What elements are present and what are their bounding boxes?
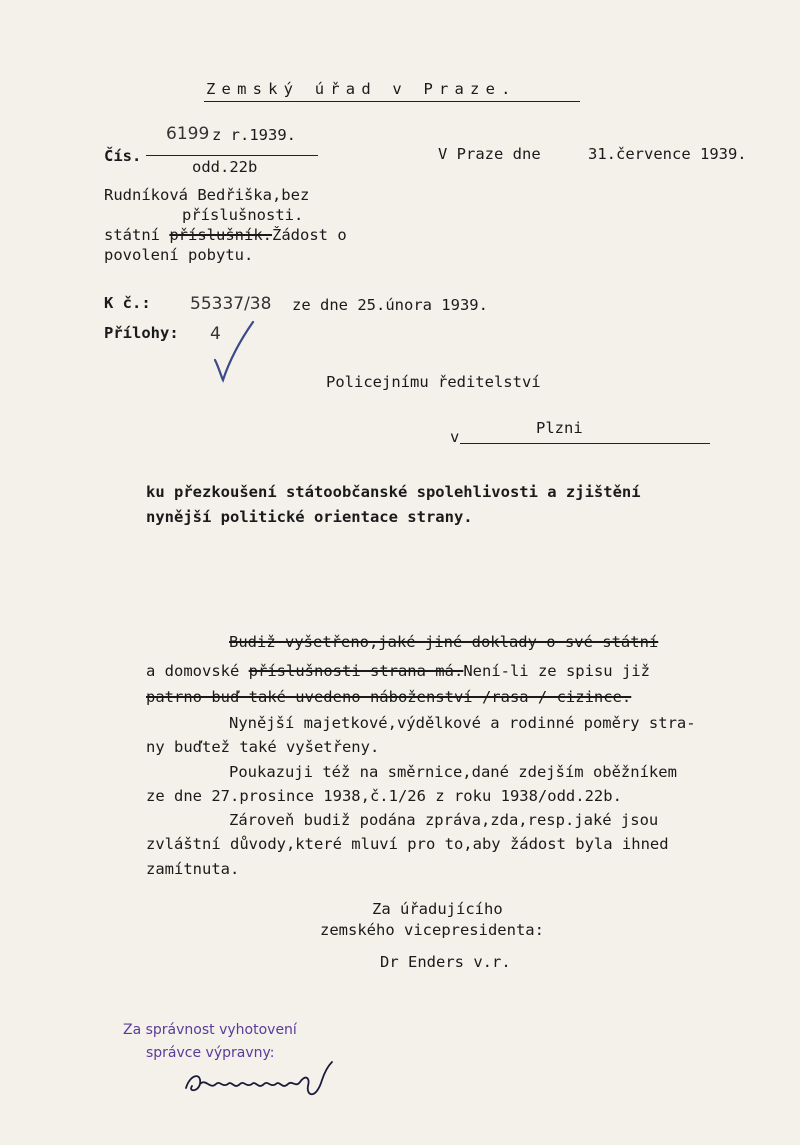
department: odd.22b bbox=[192, 158, 258, 176]
subject-line-4: povolení pobytu. bbox=[104, 246, 254, 264]
recipient-underline bbox=[460, 443, 710, 444]
subject-line-3-suffix: Žádost o bbox=[272, 226, 347, 244]
body-line-2-plain: a domovské bbox=[146, 662, 240, 680]
body-struck-line-3: patrno buď také uvedeno náboženství /rasa / cizince. bbox=[146, 688, 632, 706]
body-line-2 bbox=[146, 662, 650, 680]
body-struck-line-1: Budiž vyšetřeno,jaké jiné doklady o své státní bbox=[229, 633, 659, 651]
office-title: Zemský úřad v Praze. bbox=[206, 80, 517, 98]
subject-line-3 bbox=[104, 226, 347, 244]
date-value: 31.července 1939. bbox=[588, 145, 747, 163]
signature-line-1: Za úřadujícího bbox=[372, 900, 503, 918]
file-year: z r.1939. bbox=[212, 126, 296, 144]
stamp-line-1: Za správnost vyhotovení bbox=[123, 1022, 297, 1038]
purpose-line-1: ku přezkoušení státoobčanské spolehlivosti a zjištění bbox=[146, 483, 641, 501]
body-p2-line-2: ny buďtež také vyšetřeny. bbox=[146, 738, 380, 756]
body-p4-line-1: Zároveň budiž podána zpráva,zda,resp.jaké jsou bbox=[229, 811, 659, 829]
handwritten-signature-icon bbox=[180, 1058, 350, 1108]
recipient-city: Plzni bbox=[536, 419, 583, 437]
date-prefix: V Praze dne bbox=[438, 145, 541, 163]
body-p2-line-1: Nynější majetkové,výdělkové a rodinné poměry stra- bbox=[229, 714, 696, 732]
recipient-prefix: v bbox=[450, 428, 460, 446]
recipient-line-1: Policejnímu ředitelství bbox=[326, 373, 541, 391]
body-p3-line-2: ze dne 27.prosince 1938,č.1/26 z roku 1938/odd.22b. bbox=[146, 787, 622, 805]
subject-line-2: příslušnosti. bbox=[182, 206, 304, 224]
kc-value: 55337/38 bbox=[190, 294, 272, 314]
check-mark-icon bbox=[205, 318, 265, 388]
subject-line-1: Rudníková Bedřiška,bez bbox=[104, 186, 310, 204]
subject-line-3-struck: příslušník. bbox=[169, 226, 272, 244]
subject-line-3-prefix: státní bbox=[104, 226, 160, 244]
body-p4-line-3: zamítnuta. bbox=[146, 860, 240, 878]
number-underline bbox=[146, 155, 318, 156]
body-p4-line-2: zvláštní důvody,které mluví pro to,aby žádost byla ihned bbox=[146, 835, 669, 853]
kc-date: ze dne 25.února 1939. bbox=[292, 296, 488, 314]
purpose-line-2: nynější politické orientace strany. bbox=[146, 508, 473, 526]
body-p3-line-1: Poukazuji též na směrnice,dané zdejším oběžníkem bbox=[229, 763, 677, 781]
kc-label: K č.: bbox=[104, 294, 151, 312]
stamp-line-2: správce výpravny: bbox=[146, 1045, 275, 1061]
signature-line-2: zemského vicepresidenta: bbox=[320, 921, 544, 939]
file-number: 6199 bbox=[166, 124, 210, 144]
title-underline bbox=[204, 101, 580, 102]
attachments-value: 4 bbox=[210, 324, 221, 344]
attachments-label: Přílohy: bbox=[104, 324, 179, 342]
number-label: Čís. bbox=[104, 147, 142, 165]
body-line-2-struck: příslušnosti strana má. bbox=[248, 662, 464, 680]
body-line-2-end: Není-li ze spisu již bbox=[463, 662, 650, 680]
signature-name: Dr Enders v.r. bbox=[380, 953, 511, 971]
